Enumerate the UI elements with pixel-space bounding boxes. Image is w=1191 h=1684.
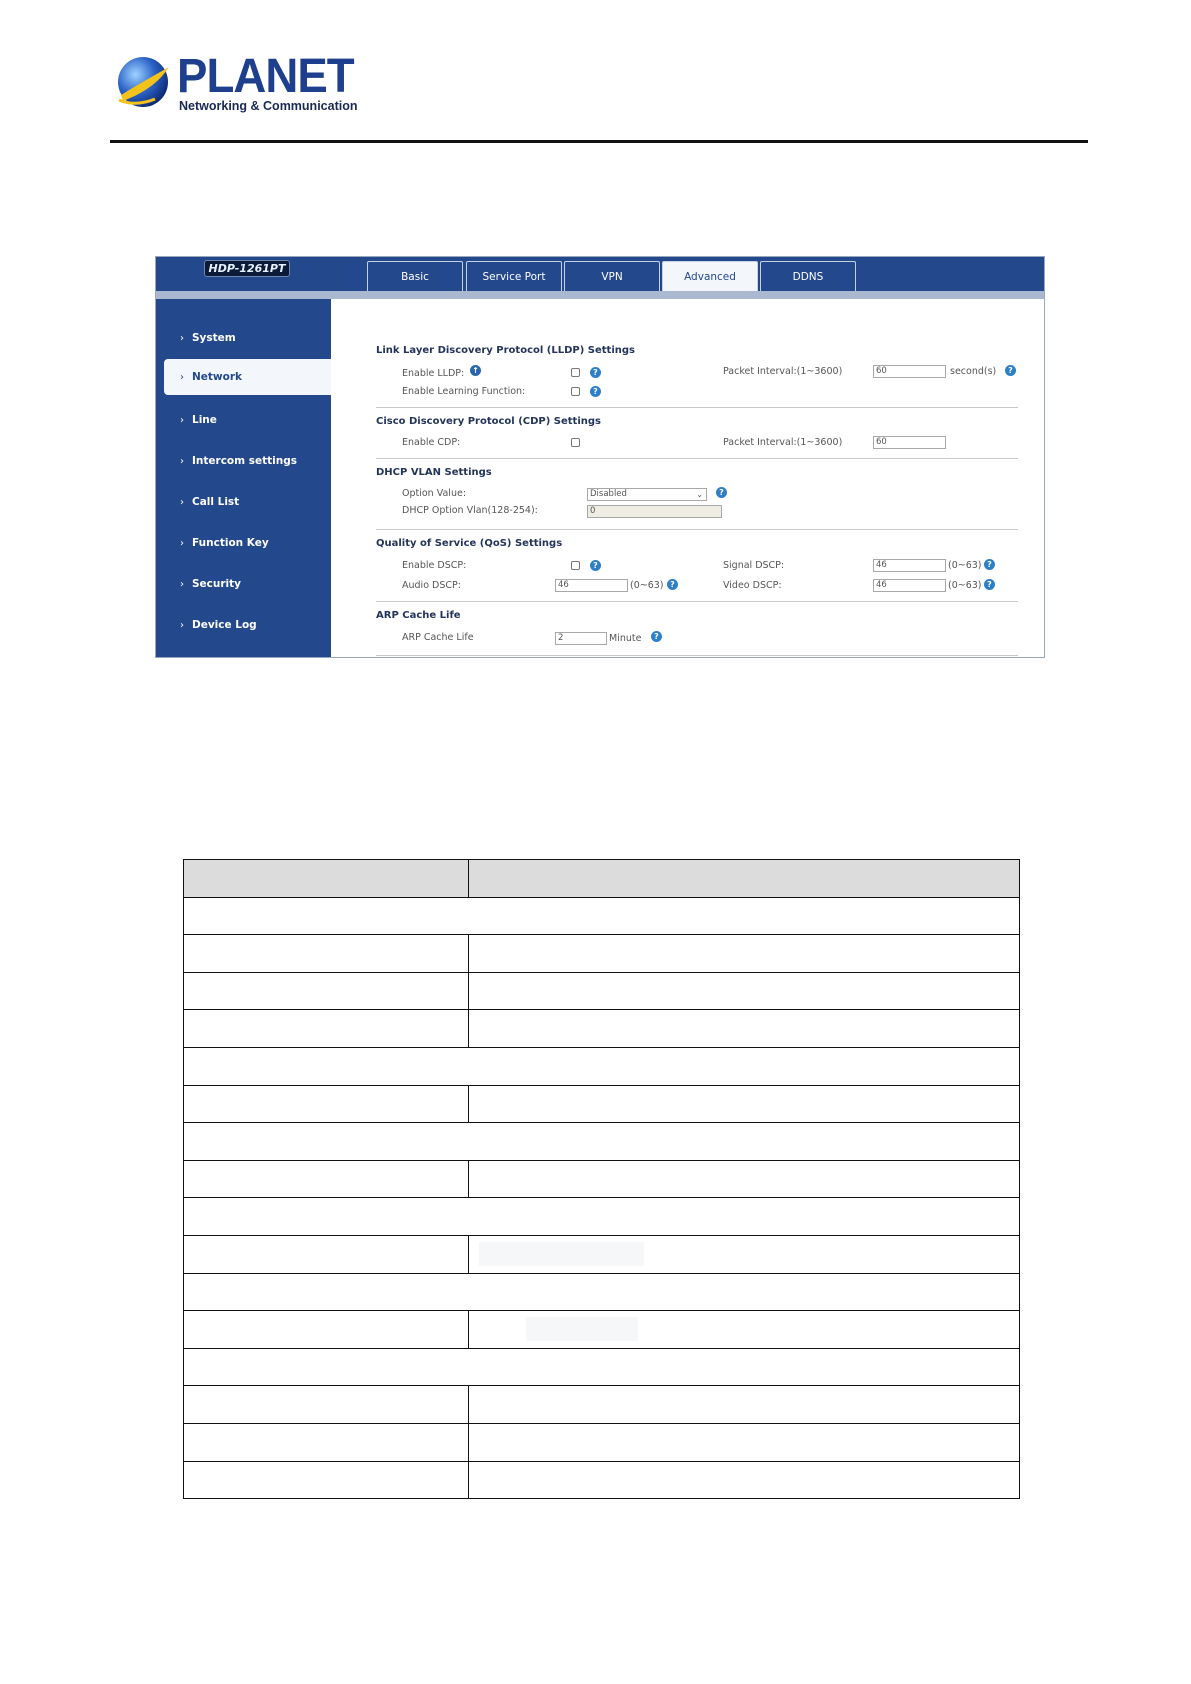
faded-text-block — [526, 1317, 638, 1341]
table-section-row — [184, 1348, 1020, 1386]
arp-cache-life-unit: Minute — [609, 633, 642, 644]
header-rule — [110, 140, 1088, 143]
help-icon[interactable]: ? — [590, 560, 601, 571]
chevron-right-icon: › — [180, 333, 184, 344]
tab-basic[interactable]: Basic — [367, 261, 463, 291]
table-cell — [184, 1047, 1020, 1085]
enable-lldp-label: Enable LLDP: — [402, 368, 465, 379]
arp-cache-life-input[interactable]: 2 — [555, 632, 607, 645]
sidebar-item-call-list[interactable]: › Call List — [156, 484, 331, 520]
enable-lldp-checkbox[interactable] — [571, 368, 580, 377]
table-cell — [469, 1235, 1020, 1273]
table-cell — [184, 972, 469, 1010]
section-divider — [376, 601, 1018, 602]
info-icon[interactable]: ↑ — [470, 365, 481, 376]
help-icon[interactable]: ? — [667, 579, 678, 590]
tab-vpn[interactable]: VPN — [564, 261, 660, 291]
table-row — [184, 1160, 1020, 1198]
top-bar — [156, 257, 1044, 291]
sidebar-item-device-log[interactable]: › Device Log — [156, 607, 331, 643]
help-icon[interactable]: ? — [716, 487, 727, 498]
chevron-down-icon: ⌄ — [696, 490, 703, 499]
table-cell — [469, 1085, 1020, 1123]
table-section-row — [184, 1273, 1020, 1311]
help-icon[interactable]: ? — [651, 631, 662, 642]
audio-dscp-range: (0~63) — [630, 580, 664, 591]
sidebar-item-security[interactable]: › Security — [156, 566, 331, 602]
table-cell — [184, 860, 469, 898]
table-cell — [184, 897, 1020, 935]
top-bar-strip — [156, 291, 1044, 299]
sidebar — [156, 299, 331, 658]
signal-dscp-input[interactable]: 46 — [873, 559, 946, 572]
table-cell — [184, 1461, 469, 1499]
table-cell — [184, 1348, 1020, 1386]
lldp-section-title: Link Layer Discovery Protocol (LLDP) Settings — [376, 345, 635, 356]
video-dscp-range: (0~63) — [948, 580, 982, 591]
table-cell — [469, 1010, 1020, 1048]
table-cell — [469, 860, 1020, 898]
sidebar-item-function-key[interactable]: › Function Key — [156, 525, 331, 561]
table-cell — [184, 1311, 469, 1349]
table-cell — [469, 1386, 1020, 1424]
enable-learning-checkbox[interactable] — [571, 387, 580, 396]
help-icon[interactable]: ? — [984, 579, 995, 590]
model-badge: HDP-1261PT — [204, 260, 290, 277]
lldp-interval-label: Packet Interval:(1~3600) — [723, 366, 843, 377]
tab-advanced[interactable]: Advanced — [662, 261, 758, 291]
logo-tagline: Networking & Communication — [179, 99, 358, 113]
lldp-interval-unit: second(s) — [950, 366, 997, 377]
sidebar-item-intercom-settings[interactable]: › Intercom settings — [156, 443, 331, 479]
signal-dscp-range: (0~63) — [948, 560, 982, 571]
option-value-label: Option Value: — [402, 488, 467, 499]
settings-panel — [331, 299, 1045, 658]
faded-text-block — [479, 1242, 644, 1266]
enable-cdp-checkbox[interactable] — [571, 438, 580, 447]
help-icon[interactable]: ? — [590, 386, 601, 397]
qos-section-title: Quality of Service (QoS) Settings — [376, 538, 563, 549]
enable-cdp-label: Enable CDP: — [402, 437, 461, 448]
table-cell — [469, 1160, 1020, 1198]
cdp-interval-label: Packet Interval:(1~3600) — [723, 437, 843, 448]
dhcp-vlan-section-title: DHCP VLAN Settings — [376, 467, 492, 478]
chevron-right-icon: › — [180, 620, 184, 631]
section-divider — [376, 529, 1018, 530]
table-section-row — [184, 1123, 1020, 1161]
table-cell — [184, 1010, 469, 1048]
logo-brand: PLANET — [177, 50, 354, 103]
globe-icon — [115, 55, 171, 113]
cdp-interval-input[interactable]: 60 — [873, 436, 946, 449]
chevron-right-icon: › — [180, 497, 184, 508]
lldp-interval-input[interactable]: 60 — [873, 365, 946, 378]
video-dscp-input[interactable]: 46 — [873, 579, 946, 592]
table-cell — [184, 1160, 469, 1198]
device-web-ui — [155, 256, 1045, 658]
enable-dscp-checkbox[interactable] — [571, 561, 580, 570]
table-cell — [469, 1311, 1020, 1349]
video-dscp-label: Video DSCP: — [723, 580, 782, 591]
table-cell — [184, 1198, 1020, 1236]
table-cell — [184, 1085, 469, 1123]
table-cell — [184, 1235, 469, 1273]
parameter-table — [183, 859, 1020, 1499]
section-divider — [376, 655, 1018, 656]
chevron-right-icon: › — [180, 538, 184, 549]
signal-dscp-label: Signal DSCP: — [723, 560, 785, 571]
table-cell — [469, 972, 1020, 1010]
table-row — [184, 1235, 1020, 1273]
table-cell — [469, 935, 1020, 973]
table-section-row — [184, 897, 1020, 935]
enable-learning-label: Enable Learning Function: — [402, 386, 526, 397]
dhcp-option-vlan-label: DHCP Option Vlan(128-254): — [402, 505, 538, 516]
table-section-row — [184, 1047, 1020, 1085]
sidebar-item-network[interactable]: › Network — [164, 359, 331, 395]
tab-service-port[interactable]: Service Port — [466, 261, 562, 291]
table-row — [184, 972, 1020, 1010]
arp-cache-life-label: ARP Cache Life — [402, 632, 474, 643]
table-row — [184, 1461, 1020, 1499]
table-section-row — [184, 1198, 1020, 1236]
section-divider — [376, 458, 1018, 459]
table-cell — [469, 1423, 1020, 1461]
table-row — [184, 1010, 1020, 1048]
table-row — [184, 935, 1020, 973]
table-cell — [184, 1123, 1020, 1161]
audio-dscp-label: Audio DSCP: — [402, 580, 461, 591]
table-cell — [184, 1386, 469, 1424]
planet-logo — [115, 50, 358, 121]
cdp-section-title: Cisco Discovery Protocol (CDP) Settings — [376, 416, 601, 427]
table-row — [184, 1085, 1020, 1123]
section-divider — [376, 407, 1018, 408]
dhcp-option-vlan-input[interactable]: 0 — [587, 505, 722, 518]
table-row — [184, 1386, 1020, 1424]
audio-dscp-input[interactable]: 46 — [555, 579, 628, 592]
sidebar-item-system[interactable]: › System — [156, 320, 331, 356]
sidebar-item-line[interactable]: › Line — [156, 402, 331, 438]
table-cell — [469, 1461, 1020, 1499]
table-row — [184, 1311, 1020, 1349]
tab-ddns[interactable]: DDNS — [760, 261, 856, 291]
help-icon[interactable]: ? — [590, 367, 601, 378]
enable-dscp-label: Enable DSCP: — [402, 560, 467, 571]
help-icon[interactable]: ? — [1005, 365, 1016, 376]
chevron-right-icon: › — [180, 415, 184, 426]
chevron-right-icon: › — [180, 579, 184, 590]
table-cell — [184, 1423, 469, 1461]
chevron-right-icon: › — [180, 372, 184, 383]
option-value-select[interactable]: Disabled ⌄ — [587, 488, 707, 501]
table-row — [184, 1423, 1020, 1461]
table-header-row — [184, 860, 1020, 898]
help-icon[interactable]: ? — [984, 559, 995, 570]
chevron-right-icon: › — [180, 456, 184, 467]
table-cell — [184, 1273, 1020, 1311]
arp-section-title: ARP Cache Life — [376, 610, 461, 621]
table-cell — [184, 935, 469, 973]
